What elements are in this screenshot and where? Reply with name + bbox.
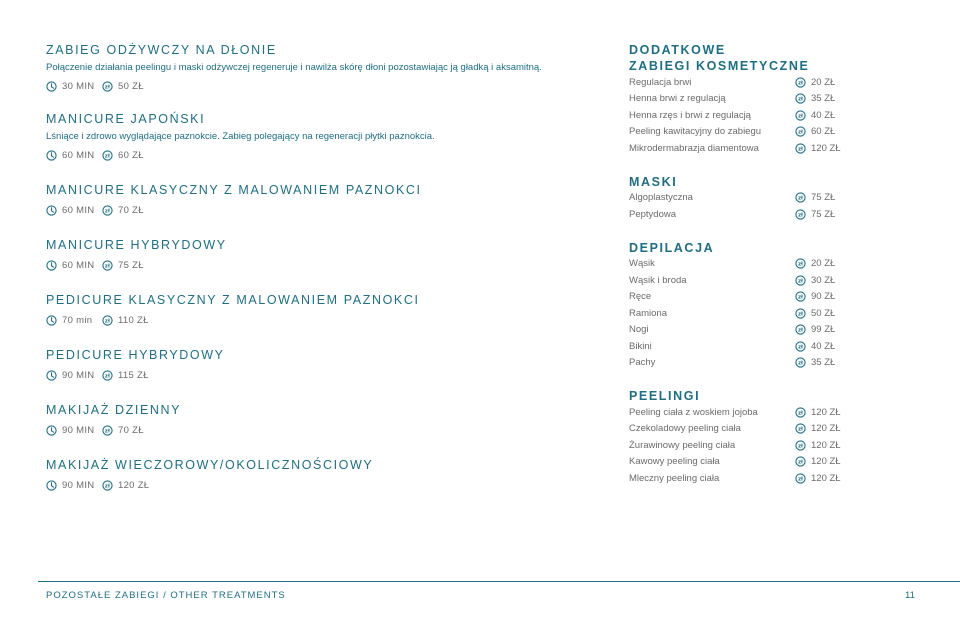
- service-name: Peeling ciała z woskiem jojoba: [629, 406, 758, 418]
- service-name: Czekoladowy peeling ciała: [629, 423, 741, 435]
- svg-text:zł: zł: [104, 84, 111, 91]
- svg-text:zł: zł: [798, 360, 803, 367]
- service-price: 30 ZŁ: [811, 274, 836, 286]
- treatment-description: Lśniące i zdrowo wyglądające paznokcie. Zabieg polegający na regeneracji płytki paznokcia.: [46, 131, 435, 142]
- service-price: 120 ZŁ: [811, 142, 841, 154]
- section-masks: [629, 174, 849, 223]
- treatment-title: ZABIEG ODŻYWCZY NA DŁONIE: [46, 43, 277, 57]
- price-row: [629, 124, 849, 141]
- svg-text:zł: zł: [798, 327, 803, 334]
- treatment-meta: [46, 367, 586, 383]
- zloty-coin-icon: [795, 126, 806, 137]
- service-price-group: [795, 93, 835, 104]
- price-row: [629, 421, 849, 438]
- service-price-group: [795, 143, 841, 154]
- service-price-group: [795, 407, 841, 418]
- service-name: Wąsik: [629, 258, 655, 270]
- svg-text:zł: zł: [798, 294, 803, 301]
- zloty-coin-icon: [795, 275, 806, 286]
- service-name: Algoplastyczna: [629, 192, 693, 204]
- price-row: [629, 107, 849, 124]
- treatment-meta: [46, 147, 586, 163]
- clock-icon: [46, 370, 57, 381]
- svg-text:zł: zł: [104, 263, 111, 270]
- zloty-coin-icon: [795, 77, 806, 88]
- treatment-price: 115 ZŁ: [118, 369, 149, 381]
- treatment-time: 60 MIN: [62, 204, 95, 216]
- service-price: 35 ZŁ: [811, 93, 836, 105]
- zloty-coin-icon: [102, 370, 113, 381]
- service-name: Henna brwi z regulacją: [629, 93, 726, 105]
- section-title: DODATKOWE: [629, 43, 726, 57]
- svg-text:zł: zł: [798, 426, 803, 433]
- service-name: Wąsik i broda: [629, 274, 687, 286]
- service-price-group: [795, 324, 835, 335]
- price-list: [629, 74, 849, 157]
- service-price-group: [795, 473, 841, 484]
- zloty-coin-icon: [795, 258, 806, 269]
- treatment-time: 60 MIN: [62, 259, 95, 271]
- treatment-title: PEDICURE KLASYCZNY Z MALOWANIEM PAZNOKCI: [46, 293, 420, 307]
- treatment-hybrid-pedicure: [46, 347, 586, 383]
- svg-text:zł: zł: [798, 476, 803, 483]
- svg-text:zł: zł: [798, 410, 803, 417]
- service-price-group: [795, 308, 835, 319]
- section-title: DEPILACJA: [629, 240, 715, 255]
- price-row: [629, 454, 849, 471]
- section-title: PEELINGI: [629, 389, 701, 403]
- clock-icon: [46, 425, 57, 436]
- treatment-price: 70 ZŁ: [118, 424, 144, 436]
- service-name: Ramiona: [629, 307, 668, 319]
- svg-text:zł: zł: [104, 208, 111, 215]
- price-row: [629, 355, 849, 372]
- service-price-group: [795, 291, 835, 302]
- service-price: 120 ZŁ: [811, 439, 841, 451]
- treatment-title: MAKIJAŻ WIECZOROWY/OKOLICZNOŚCIOWY: [46, 458, 374, 472]
- treatments-list: [46, 42, 586, 493]
- clock-icon: [46, 315, 57, 326]
- treatment-meta: [46, 477, 586, 493]
- zloty-coin-icon: [795, 291, 806, 302]
- service-name: Peeling kawitacyjny do zabiegu: [629, 126, 762, 138]
- treatment-japanese-manicure: [46, 111, 586, 163]
- clock-icon: [46, 205, 57, 216]
- svg-text:zł: zł: [798, 311, 803, 318]
- clock-icon: [46, 150, 57, 161]
- zloty-coin-icon: [795, 110, 806, 121]
- zloty-coin-icon: [102, 425, 113, 436]
- service-name: Żurawinowy peeling ciała: [629, 439, 736, 451]
- footer-section-label: POZOSTAŁE ZABIEGI / OTHER TREATMENTS: [46, 590, 286, 601]
- price-row: [629, 470, 849, 487]
- zloty-coin-icon: [795, 456, 806, 467]
- service-name: Kawowy peeling ciała: [629, 456, 720, 468]
- zloty-coin-icon: [102, 205, 113, 216]
- price-list: [629, 256, 849, 372]
- section-title: MASKI: [629, 174, 678, 189]
- svg-text:zł: zł: [798, 443, 803, 450]
- svg-text:zł: zł: [798, 459, 803, 466]
- section-depilation: [629, 240, 849, 372]
- treatment-meta: [46, 312, 586, 328]
- service-name: Henna rzęs i brwi z regulacją: [629, 109, 751, 121]
- zloty-coin-icon: [795, 440, 806, 451]
- treatment-meta: [46, 78, 586, 94]
- treatment-time: 70 min: [62, 314, 93, 326]
- treatment-meta: [46, 202, 586, 218]
- zloty-coin-icon: [795, 357, 806, 368]
- treatment-title: PEDICURE HYBRYDOWY: [46, 348, 225, 362]
- treatment-time: 90 MIN: [62, 369, 95, 381]
- service-price-group: [795, 77, 835, 88]
- service-price: 50 ZŁ: [811, 307, 836, 319]
- service-price: 120 ZŁ: [811, 472, 841, 484]
- treatment-classic-pedicure: [46, 292, 586, 328]
- service-price-group: [795, 209, 835, 220]
- treatment-title: MANICURE HYBRYDOWY: [46, 238, 227, 252]
- svg-text:zł: zł: [104, 153, 111, 160]
- svg-text:zł: zł: [104, 318, 111, 325]
- service-name: Mleczny peeling ciała: [629, 472, 720, 484]
- svg-text:zł: zł: [104, 373, 111, 380]
- service-price-group: [795, 440, 841, 451]
- section-title-line2: ZABIEGI KOSMETYCZNE: [629, 59, 810, 73]
- treatment-price: 70 ZŁ: [118, 204, 144, 216]
- zloty-coin-icon: [795, 423, 806, 434]
- treatment-price: 110 ZŁ: [118, 314, 149, 326]
- price-lists: [629, 42, 849, 487]
- zloty-coin-icon: [795, 93, 806, 104]
- svg-text:zł: zł: [798, 146, 803, 153]
- zloty-coin-icon: [102, 260, 113, 271]
- service-price: 120 ZŁ: [811, 456, 841, 468]
- service-price: 75 ZŁ: [811, 192, 836, 204]
- service-price-group: [795, 110, 835, 121]
- price-row: [629, 437, 849, 454]
- service-price-group: [795, 258, 835, 269]
- service-name: Pachy: [629, 357, 656, 369]
- service-price-group: [795, 357, 835, 368]
- service-name: Bikini: [629, 340, 652, 352]
- treatment-title: MANICURE JAPOŃSKI: [46, 112, 206, 126]
- treatment-meta: [46, 257, 586, 273]
- clock-icon: [46, 480, 57, 491]
- zloty-coin-icon: [102, 81, 113, 92]
- zloty-coin-icon: [795, 473, 806, 484]
- service-price-group: [795, 126, 835, 137]
- svg-text:zł: zł: [798, 261, 803, 268]
- svg-text:zł: zł: [798, 96, 803, 103]
- zloty-coin-icon: [795, 407, 806, 418]
- treatment-price: 120 ZŁ: [118, 479, 150, 491]
- service-name: Peptydowa: [629, 208, 677, 220]
- price-list: [629, 190, 849, 223]
- zloty-coin-icon: [102, 480, 113, 491]
- treatment-title: MANICURE KLASYCZNY Z MALOWANIEM PAZNOKCI: [46, 183, 422, 197]
- treatment-price: 50 ZŁ: [118, 80, 144, 92]
- service-price: 99 ZŁ: [811, 324, 836, 336]
- svg-text:zł: zł: [798, 344, 803, 351]
- service-name: Ręce: [629, 291, 652, 303]
- treatment-price: 60 ZŁ: [118, 149, 144, 161]
- zloty-coin-icon: [795, 341, 806, 352]
- treatment-time: 90 MIN: [62, 479, 95, 491]
- zloty-coin-icon: [795, 308, 806, 319]
- svg-text:zł: zł: [798, 278, 803, 285]
- svg-text:zł: zł: [798, 212, 803, 219]
- svg-text:zł: zł: [798, 195, 803, 202]
- treatment-price: 75 ZŁ: [118, 259, 144, 271]
- price-row: [629, 91, 849, 108]
- treatment-classic-manicure: [46, 182, 586, 218]
- price-row: [629, 289, 849, 306]
- price-row: [629, 322, 849, 339]
- price-row: [629, 272, 849, 289]
- service-price-group: [795, 423, 841, 434]
- treatment-evening-makeup: [46, 457, 586, 493]
- service-price: 40 ZŁ: [811, 340, 836, 352]
- treatment-title: MAKIJAŻ DZIENNY: [46, 403, 182, 417]
- price-list: [629, 404, 849, 487]
- treatment-day-makeup: [46, 402, 586, 438]
- service-price-group: [795, 192, 835, 203]
- zloty-coin-icon: [795, 209, 806, 220]
- service-price: 20 ZŁ: [811, 76, 836, 88]
- treatment-hand-care: [46, 42, 586, 94]
- section-peelings: [629, 388, 849, 487]
- zloty-coin-icon: [795, 143, 806, 154]
- service-name: Mikrodermabrazja diamentowa: [629, 142, 759, 154]
- service-price-group: [795, 456, 841, 467]
- section-cosmetic: [629, 42, 849, 157]
- price-row: [629, 256, 849, 273]
- price-row: [629, 305, 849, 322]
- clock-icon: [46, 81, 57, 92]
- treatment-time: 30 MIN: [62, 80, 95, 92]
- page-number: 11: [905, 590, 915, 601]
- price-row: [629, 206, 849, 223]
- treatment-time: 90 MIN: [62, 424, 95, 436]
- zloty-coin-icon: [102, 150, 113, 161]
- svg-text:zł: zł: [104, 483, 111, 490]
- treatment-meta: [46, 422, 586, 438]
- service-price: 40 ZŁ: [811, 109, 836, 121]
- service-price: 120 ZŁ: [811, 423, 841, 435]
- service-price: 20 ZŁ: [811, 258, 836, 270]
- svg-text:zł: zł: [798, 113, 803, 120]
- price-row: [629, 140, 849, 157]
- svg-text:zł: zł: [104, 428, 111, 435]
- zloty-coin-icon: [795, 324, 806, 335]
- service-price-group: [795, 275, 835, 286]
- treatment-hybrid-manicure: [46, 237, 586, 273]
- price-row: [629, 338, 849, 355]
- price-row: [629, 190, 849, 207]
- service-price-group: [795, 341, 835, 352]
- treatment-time: 60 MIN: [62, 149, 95, 161]
- svg-text:zł: zł: [798, 80, 803, 87]
- service-price: 75 ZŁ: [811, 208, 836, 220]
- price-row: [629, 74, 849, 91]
- footer-divider: [38, 581, 960, 582]
- service-price: 35 ZŁ: [811, 357, 836, 369]
- service-price: 90 ZŁ: [811, 291, 836, 303]
- treatment-description: Połączenie działania peelingu i maski odżywczej regeneruje i nawilża skórę dłoni pozostawiając ją gładką i aksamitną.: [46, 62, 542, 73]
- service-name: Regulacja brwi: [629, 76, 692, 88]
- clock-icon: [46, 260, 57, 271]
- service-price: 120 ZŁ: [811, 406, 841, 418]
- zloty-coin-icon: [795, 192, 806, 203]
- service-name: Nogi: [629, 324, 649, 336]
- svg-text:zł: zł: [798, 129, 803, 136]
- zloty-coin-icon: [102, 315, 113, 326]
- price-row: [629, 404, 849, 421]
- service-price: 60 ZŁ: [811, 126, 836, 138]
